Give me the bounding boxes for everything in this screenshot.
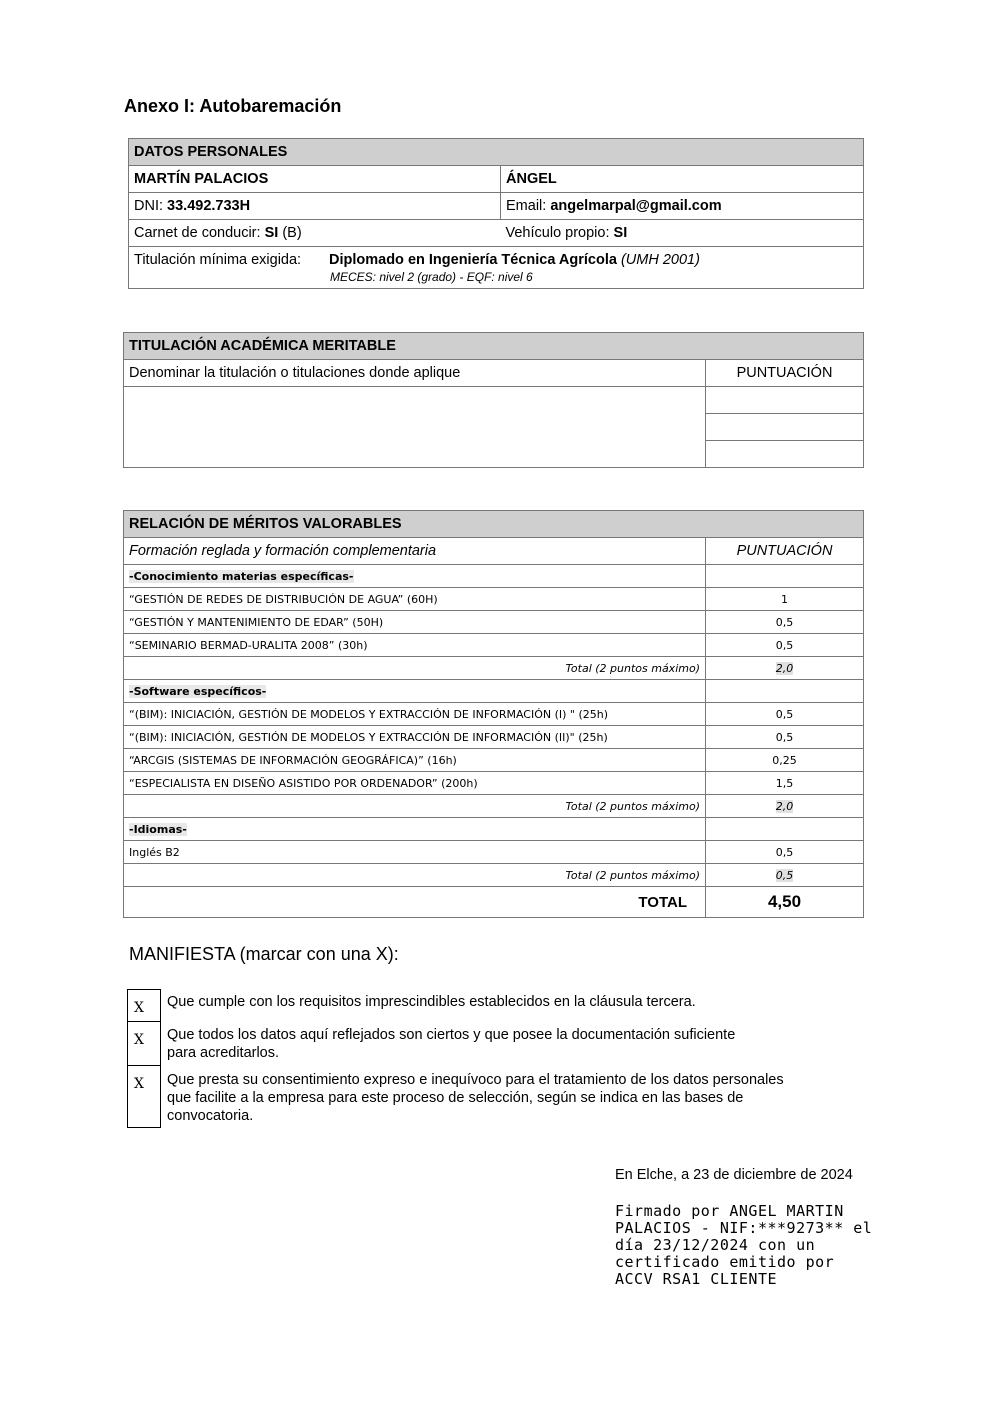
- merit-score: 0,5: [706, 841, 864, 864]
- page-title: Anexo I: Autobaremación: [124, 96, 342, 116]
- grand-total-value: 4,50: [706, 887, 864, 918]
- declaration-checkbox[interactable]: X: [127, 1065, 161, 1128]
- section-total-label: Total (2 puntos máximo): [124, 657, 706, 680]
- vehicle-cell: [501, 220, 864, 247]
- place-date: En Elche, a 23 de diciembre de 2024: [615, 1167, 853, 1183]
- grand-total-label: TOTAL: [124, 887, 706, 918]
- declaration-title: MANIFIESTA (marcar con una X):: [129, 944, 399, 964]
- dni-value: 33.492.733H: [167, 198, 251, 214]
- section-total-value: 2,0: [706, 795, 864, 818]
- personal-data-header: DATOS PERSONALES: [129, 139, 864, 166]
- degree-university: (UMH 2001): [620, 252, 700, 268]
- merit-name: “GESTIÓN DE REDES DE DISTRIBUCIÓN DE AGUA” (60H): [124, 588, 706, 611]
- license-type: (B): [282, 225, 302, 241]
- declaration-checkbox[interactable]: X: [127, 989, 161, 1022]
- merit-name: Inglés B2: [124, 841, 706, 864]
- license-cell: [129, 220, 501, 247]
- dni-cell: [129, 193, 501, 220]
- name-cell: ÁNGEL: [501, 166, 864, 193]
- vehicle-value: SI: [613, 225, 628, 241]
- merit-name: “ESPECIALISTA EN DISEÑO ASISTIDO POR ORDENADOR” (200h): [124, 772, 706, 795]
- merit-score: 0,5: [706, 611, 864, 634]
- surname-cell: MARTÍN PALACIOS: [129, 166, 501, 193]
- section-title: -Idiomas-: [124, 818, 706, 841]
- digital-signature: Firmado por ANGEL MARTIN PALACIOS - NIF:***9273** el día 23/12/2024 con un certificado emitido por ACCV RSA1 CLIENTE: [615, 1202, 882, 1288]
- degree-value: Diplomado en Ingeniería Técnica Agrícola: [329, 252, 617, 268]
- academic-degree-table: [123, 332, 864, 468]
- merit-name: “ARCGIS (SISTEMAS DE INFORMACIÓN GEOGRÁFICA)” (16h): [124, 749, 706, 772]
- degree-label: Titulación mínima exigida:: [134, 252, 302, 268]
- academic-score-cell: [706, 387, 864, 414]
- section-total-value: 0,5: [706, 864, 864, 887]
- merits-col1: Formación reglada y formación complementaria: [124, 538, 706, 565]
- email-cell: [501, 193, 864, 220]
- merit-name: “(BIM): INICIACIÓN, GESTIÓN DE MODELOS Y EXTRACCIÓN DE INFORMACIÓN (II)" (25h): [124, 726, 706, 749]
- merit-score: 1: [706, 588, 864, 611]
- declaration-text: Que presta su consentimiento expreso e inequívoco para el tratamiento de los datos personales que facilite a la empresa para este proceso de selección, según se indica en las bases de convocatoria.: [167, 1072, 784, 1124]
- academic-degree-col1: Denominar la titulación o titulaciones donde aplique: [124, 360, 706, 387]
- merit-name: “(BIM): INICIACIÓN, GESTIÓN DE MODELOS Y EXTRACCIÓN DE INFORMACIÓN (I) " (25h): [124, 703, 706, 726]
- section-title: -Conocimiento materias específicas-: [124, 565, 706, 588]
- merit-score: 0,5: [706, 634, 864, 657]
- personal-data-table: [128, 138, 864, 289]
- merits-header: RELACIÓN DE MÉRITOS VALORABLES: [124, 511, 864, 538]
- dni-label: DNI:: [134, 198, 163, 214]
- section-title: -Software específicos-: [124, 680, 706, 703]
- license-label: Carnet de conducir:: [134, 225, 261, 241]
- merit-score: 0,5: [706, 726, 864, 749]
- merit-score: 0,5: [706, 703, 864, 726]
- academic-degree-col2: PUNTUACIÓN: [706, 360, 864, 387]
- merit-score: 1,5: [706, 772, 864, 795]
- merits-table: [123, 510, 864, 918]
- email-value: angelmarpal@gmail.com: [550, 198, 722, 214]
- section-total-value: 2,0: [706, 657, 864, 680]
- license-value: SI: [264, 225, 279, 241]
- section-total-label: Total (2 puntos máximo): [124, 795, 706, 818]
- email-label: Email:: [506, 198, 547, 214]
- merit-name: “SEMINARIO BERMAD-URALITA 2008” (30h): [124, 634, 706, 657]
- declaration-checkbox[interactable]: X: [127, 1021, 161, 1066]
- merit-name: “GESTIÓN Y MANTENIMIENTO DE EDAR” (50H): [124, 611, 706, 634]
- merit-score: 0,25: [706, 749, 864, 772]
- degree-cell: [129, 247, 864, 289]
- merits-col2: PUNTUACIÓN: [706, 538, 864, 565]
- academic-degree-header: TITULACIÓN ACADÉMICA MERITABLE: [124, 333, 864, 360]
- academic-score-cell: [706, 441, 864, 468]
- declaration-text: Que cumple con los requisitos imprescindibles establecidos en la cláusula tercera.: [167, 994, 696, 1010]
- declaration-text: Que todos los datos aquí reflejados son ciertos y que posee la documentación suficiente para acreditarlos.: [167, 1027, 736, 1061]
- degree-meces: MECES: nivel 2 (grado) - EQF: nivel 6: [330, 270, 533, 284]
- vehicle-label: Vehículo propio:: [505, 225, 610, 241]
- section-total-label: Total (2 puntos máximo): [124, 864, 706, 887]
- academic-score-cell: [706, 414, 864, 441]
- academic-degree-empty-cell: [124, 387, 706, 468]
